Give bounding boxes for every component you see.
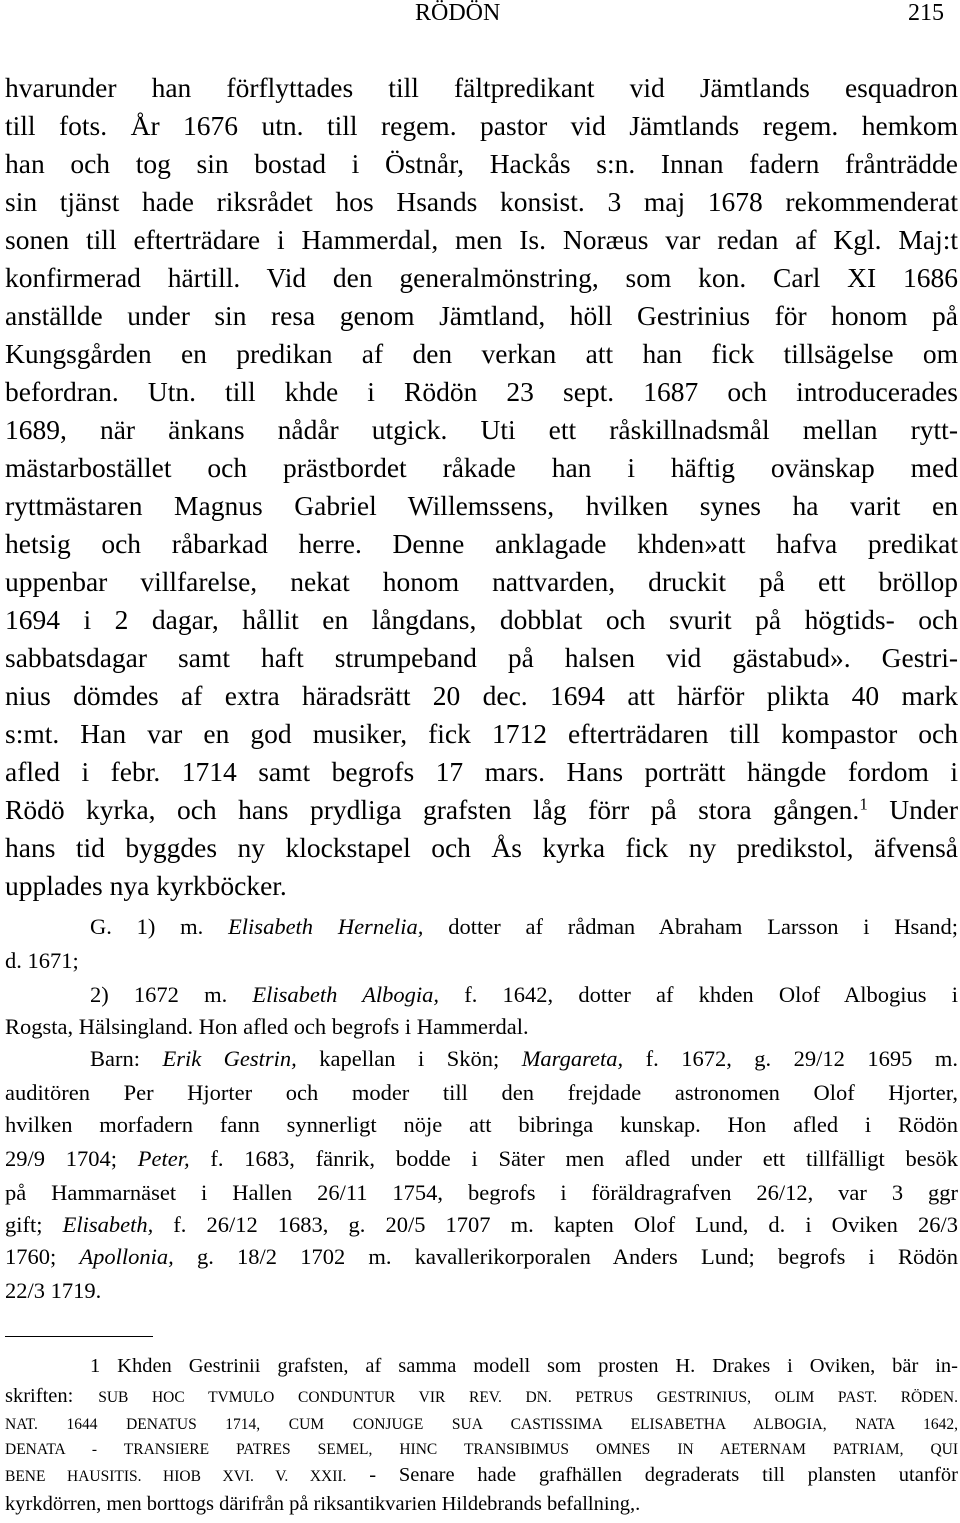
body-line: ryttmästaren Magnus Gabriel Willemssens, hvilken synes ha varit en [5,490,958,521]
body-line: sonen till efterträdare i Hammerdal, men Is. Noræus var redan af Kgl. Maj:t [5,224,958,255]
body-line: mästarbostället och prästbordet råkade han i häftig ovänskap med [5,452,958,483]
body-line: han och tog sin bostad i Östnår, Hackås s:n. Innan fadern frånträdde [5,148,958,179]
body-line: upplades nya kyrkböcker. [5,870,287,901]
footnote-line [5,1464,958,1487]
body-line: 1689, när änkans nådår utgick. Uti ett råskillnadsmål mellan rytt- [5,414,958,445]
body-line [5,794,958,826]
body-line: nius dömdes af extra häradsrätt 20 dec. 1694 att härför plikta 40 mark [5,680,958,711]
body-line: anställde under sin resa genom Jämtland, höll Gestrinius för honom på [5,300,958,331]
person-name: Peter, [137,1146,190,1171]
family-text: G. 1) m. [90,914,229,939]
family-text: dotter af rådman Abraham Larsson i Hsand; [423,914,958,939]
footnote-rule [5,1336,153,1337]
inscription-line: NAT. 1644 DENATUS 1714, CUM CONJUGE SUA CASTISSIMA ELISABETHA ALBOGIA, NATA 1642, [5,1416,958,1433]
footnote-line [5,1385,958,1408]
family-line [90,982,958,1008]
body-line: 1694 i 2 dagar, hållit en långdans, dobblat och svurit på högtids- och [5,604,958,635]
body-line: befordran. Utn. till khde i Rödön 23 sept. 1687 och introducerades [5,376,958,407]
footnote-marker: 1 [90,1355,101,1377]
body-line: hetsig och råbarkad herre. Denne anklagade khden»att hafva predikat [5,528,958,559]
body-text: Under [889,794,958,825]
footnote-text: skriften: [5,1385,99,1407]
family-line [5,1244,958,1270]
person-name: Erik Gestrin, [162,1046,297,1071]
footnote-line: kyrkdörren, men borttogs därifrån på riksantikvarien Hildebrands befallning,. [5,1493,641,1515]
body-line: s:mt. Han var en god musiker, fick 1712 efterträdaren till kompastor och [5,718,958,749]
family-text: 2) 1672 m. [90,982,253,1007]
body-text: Rödö kyrka, och hans prydliga grafsten låg förr på stora gången. [5,794,860,825]
body-line: konfirmerad härtill. Vid den generalmönstring, som kon. Carl XI 1686 [5,262,958,293]
footnote-text: Khden Gestrinii grafsten, af samma modell som prosten H. Drakes i Oviken, bär in- [117,1355,958,1377]
family-text: f. 26/12 1683, g. 20/5 1707 m. kapten Olof Lund, d. i Oviken 26/3 [153,1212,958,1237]
family-line [5,1146,958,1172]
family-line: d. 1671; [5,948,79,973]
body-line: afled i febr. 1714 samt begrofs 17 mars. Hans porträtt hängde fordom i [5,756,958,787]
person-name: Elisabeth Hernelia, [228,914,424,939]
running-title: RÖDÖN [415,0,501,26]
body-line: hans tid byggdes ny klockstapel och Ås kyrka fick ny predikstol, äfvenså [5,832,958,863]
family-line: på Hammarnäset i Hallen 26/11 1754, begrofs i föräldragrafven 26/12, var 3 ggr [5,1180,958,1205]
page-number: 215 [908,0,944,26]
body-line: till fots. År 1676 utn. till regem. pastor vid Jämtlands regem. hemkom [5,110,958,141]
family-text: 29/9 1704; [5,1146,138,1171]
body-line: sin tjänst hade riksrådet hos Hsands konsist. 3 maj 1678 rekommenderat [5,186,958,217]
family-line: auditören Per Hjorter och moder till den frejdade astronomen Olof Hjorter, [5,1080,958,1105]
body-line: hvarunder han förflyttades till fältpredikant vid Jämtlands esquadron [5,72,958,103]
family-text: f. 1642, dotter af khden Olof Albogius i [439,982,958,1007]
family-text: g. 18/2 1702 m. kavallerikorporalen Anders Lund; begrofs i Rödön [173,1244,958,1269]
footnote-line [90,1355,958,1378]
family-line [5,1212,958,1238]
footnote-reference: 1 [859,794,868,814]
family-line [90,1046,958,1072]
person-name: Margareta, [521,1046,624,1071]
family-text: 1760; [5,1244,80,1269]
inscription-text: BENE HAUSITIS. HIOB XVI. V. XXII. [5,1468,347,1485]
inscription-text: SUB HOC TVMULO CONDUNTUR VIR REV. DN. PETRUS GESTRINIUS, OLIM PAST. RÖDEN. [98,1389,958,1406]
body-line: sabbatsdagar samt haft strumpeband på halsen vid gästabud». Gestri- [5,642,958,673]
family-text: Barn: [90,1046,163,1071]
family-line: hvilken morfadern fann synnerligt nöje att bibringa kunskap. Hon afled i Rödön [5,1112,958,1137]
footnote-text: - Senare hade grafhällen degraderats till plansten utanför [346,1464,958,1486]
person-name: Elisabeth Albogia, [252,982,440,1007]
family-text: gift; [5,1212,63,1237]
body-line: Kungsgården en predikan af den verkan att han fick tillsägelse om [5,338,958,369]
family-line: 22/3 1719. [5,1278,102,1303]
inscription-line: DENATA - TRANSIERE PATRES SEMEL, HINC TRANSIBIMUS OMNES IN AETERNAM PATRIAM, QUI [5,1441,958,1458]
body-line: uppenbar villfarelse, nekat honom nattvarden, druckit på ett bröllop [5,566,958,597]
family-text: f. 1672, g. 29/12 1695 m. [623,1046,958,1071]
family-line [90,914,958,940]
person-name: Apollonia, [79,1244,174,1269]
family-text: f. 1683, fänrik, bodde i Säter men afled under ett tillfälligt besök [189,1146,958,1171]
person-name: Elisabeth, [62,1212,154,1237]
family-text: kapellan i Skön; [296,1046,522,1071]
family-line: Rogsta, Hälsingland. Hon afled och begrofs i Hammerdal. [5,1014,529,1039]
